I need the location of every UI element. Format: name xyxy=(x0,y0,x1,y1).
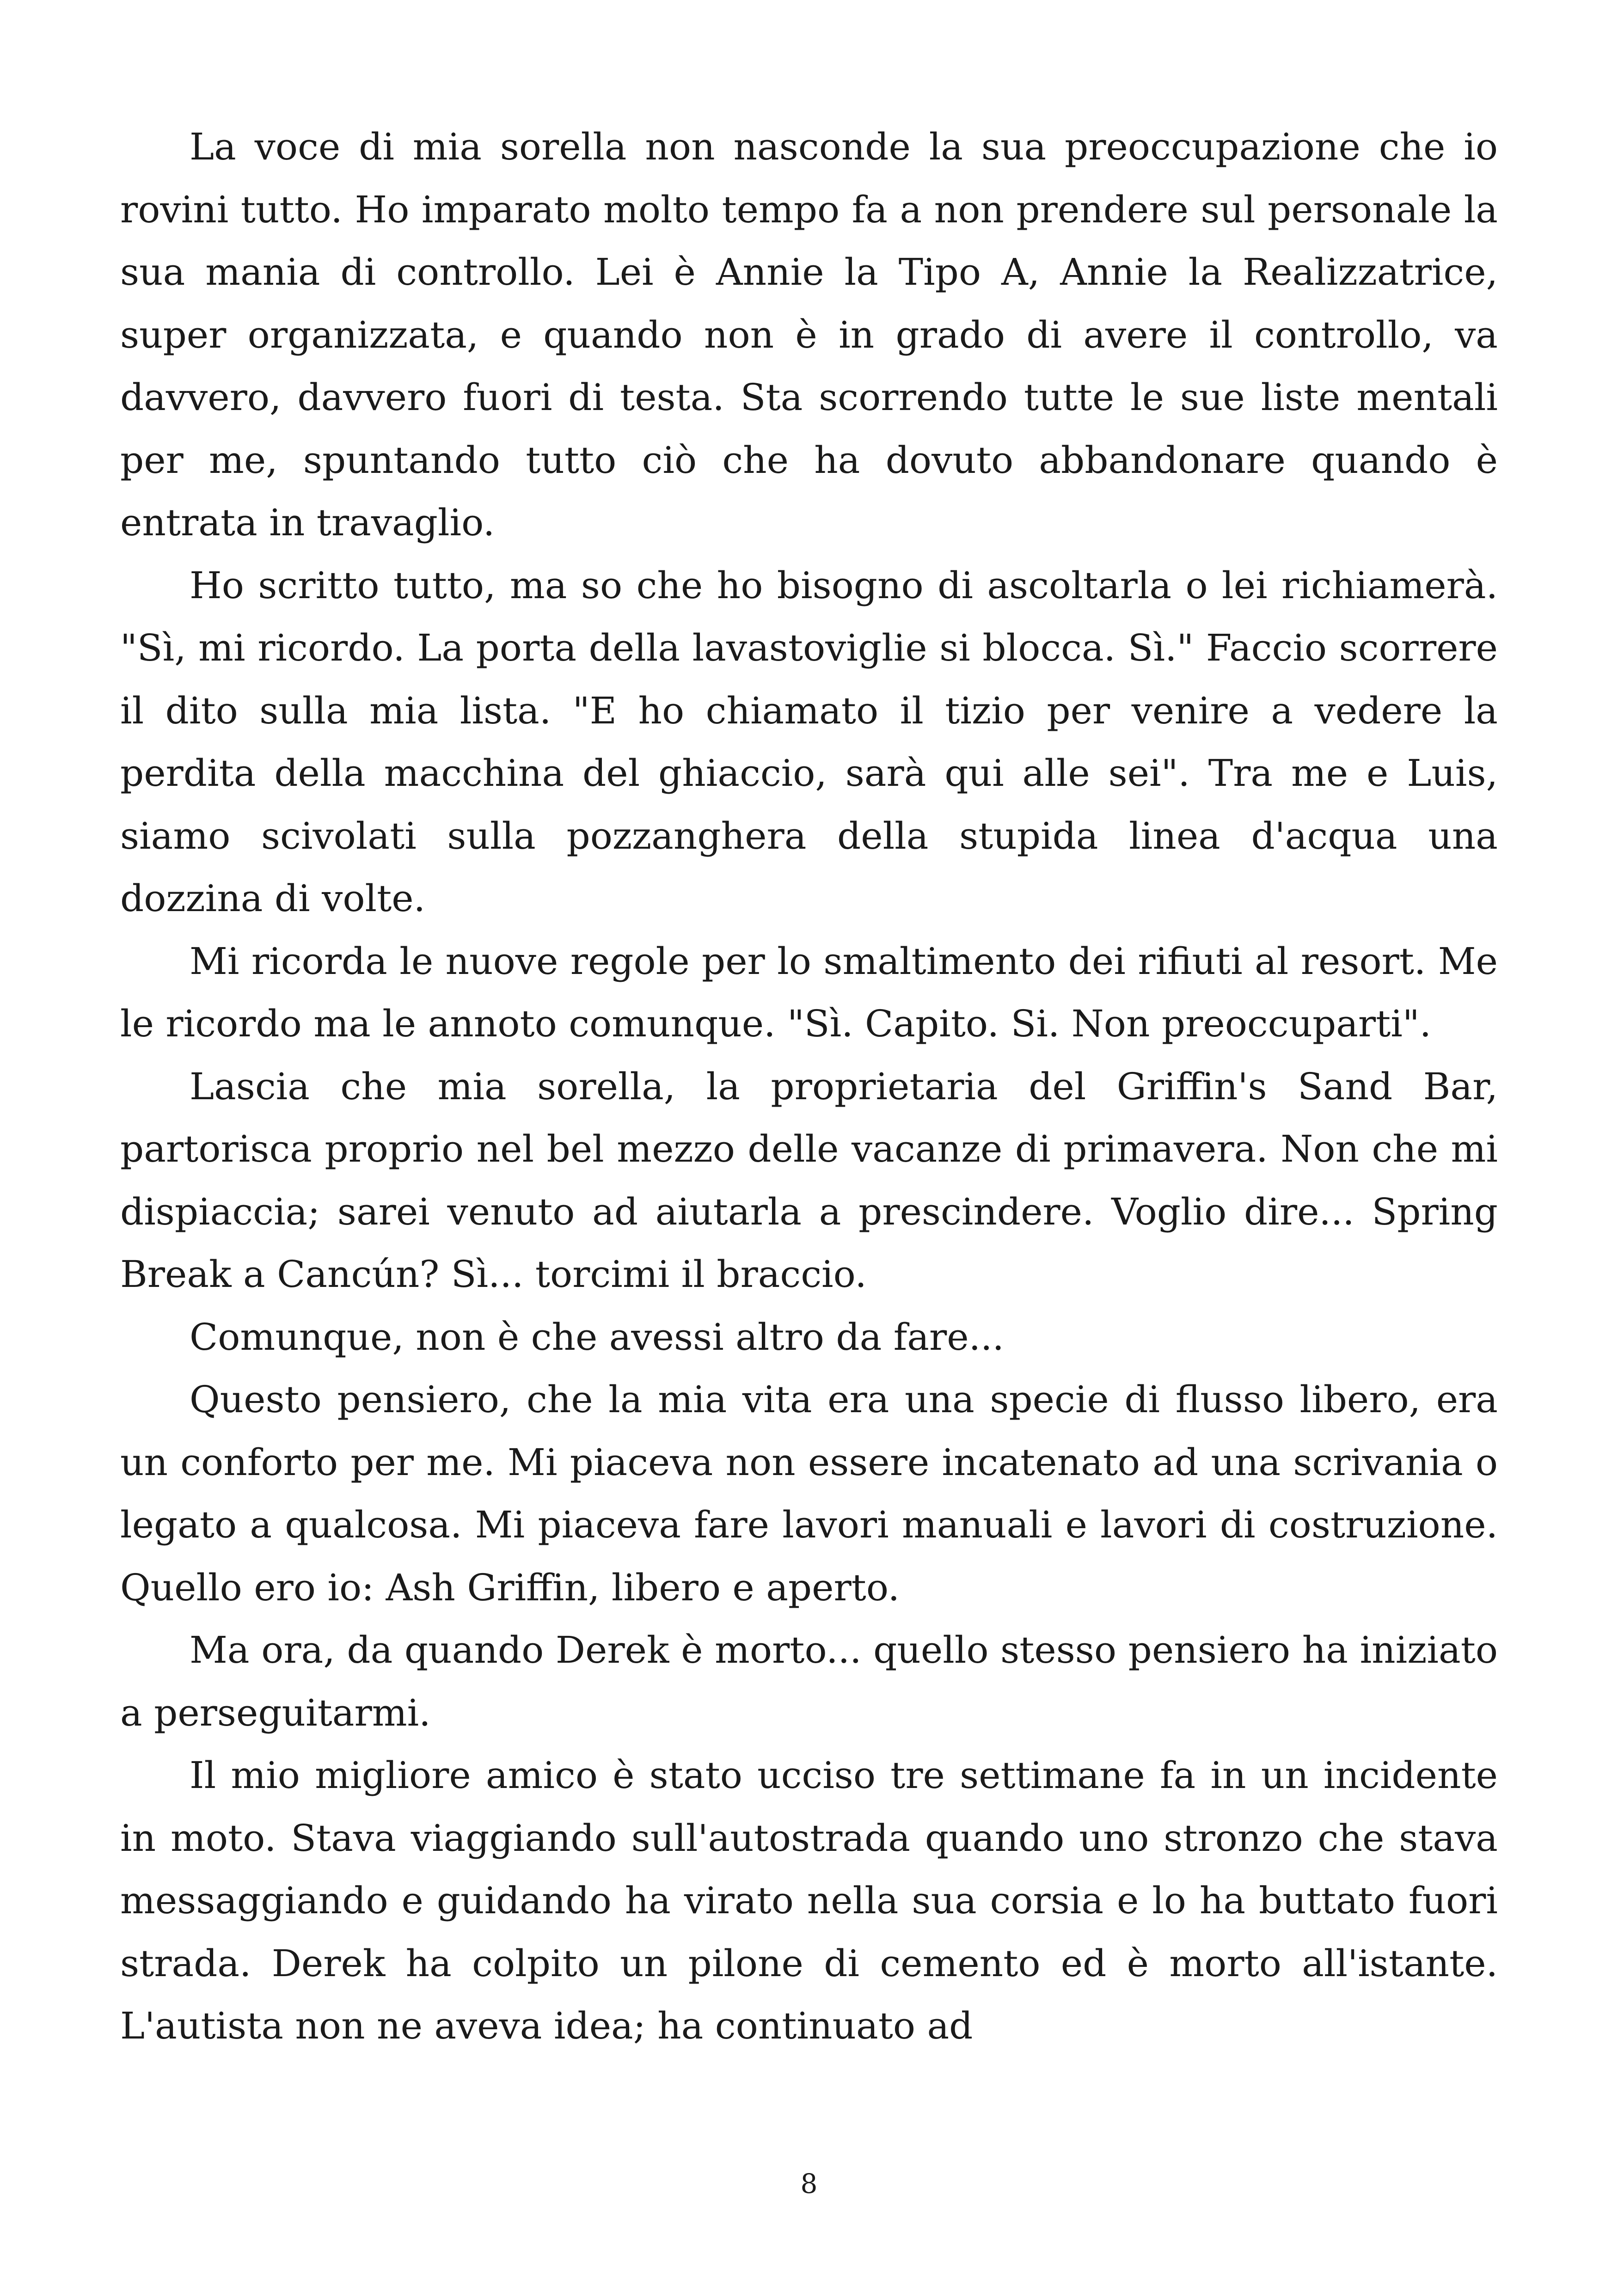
paragraph: Ho scritto tutto, ma so che ho bisogno di ascoltarla o lei richiamerà. "Sì, mi ricordo. La porta della lavastoviglie si blocca. Sì." Faccio scorrere il dito sulla mia lista. "E ho chiamato il tizio per venire a vedere la perdita della macchina del ghiaccio, sarà qui alle sei". Tra me e Luis, siamo scivolati sulla pozzanghera della stupida linea d'acqua una dozzina di volte. xyxy=(120,563,1498,920)
page-body xyxy=(120,116,1498,2057)
paragraph: Ma ora, da quando Derek è morto... quello stesso pensiero ha iniziato a perseguitarmi. xyxy=(120,1629,1498,1734)
page-number: 8 xyxy=(800,2168,818,2199)
paragraph: Questo pensiero, che la mia vita era una specie di flusso libero, era un conforto per me. Mi piaceva non essere incatenato ad una scrivania o legato a qualcosa. Mi piaceva fare lavori manuali e lavori di costruzione. Quello ero io: Ash Griffin, libero e aperto. xyxy=(120,1378,1498,1609)
paragraph-last: Il mio migliore amico è stato ucciso tre settimane fa in un incidente in moto. Stava viaggiando sull'autostrada quando uno stronzo che stava messaggiando e guidando ha virato nella sua corsia e lo ha buttato fuori strada. Derek ha colpito un pilone di cemento ed è morto all'istante. L'autista non ne aveva idea; ha continuato ad xyxy=(120,1754,1498,2047)
paragraph: La voce di mia sorella non nasconde la sua preoccupazione che io rovini tutto. Ho imparato molto tempo fa a non prendere sul personale la sua mania di controllo. Lei è Annie la Tipo A, Annie la Realizzatrice, super organizzata, e quando non è in grado di avere il controllo, va davvero, davvero fuori di testa. Sta scorrendo tutte le sue liste mentali per me, spuntando tutto ciò che ha dovuto abbandonare quando è entrata in travaglio. xyxy=(120,125,1498,544)
paragraph: Lascia che mia sorella, la proprietaria del Griffin's Sand Bar, partorisca proprio nel bel mezzo delle vacanze di primavera. Non che mi dispiaccia; sarei venuto ad aiutarla a prescindere. Voglio dire... Spring Break a Cancún? Sì... torcimi il braccio. xyxy=(120,1065,1498,1296)
paragraph: Comunque, non è che avessi altro da fare... xyxy=(190,1315,1004,1359)
paragraph: Mi ricorda le nuove regole per lo smaltimento dei rifiuti al resort. Me le ricordo ma le annoto comunque. "Sì. Capito. Si. Non preoccuparti". xyxy=(120,939,1498,1045)
